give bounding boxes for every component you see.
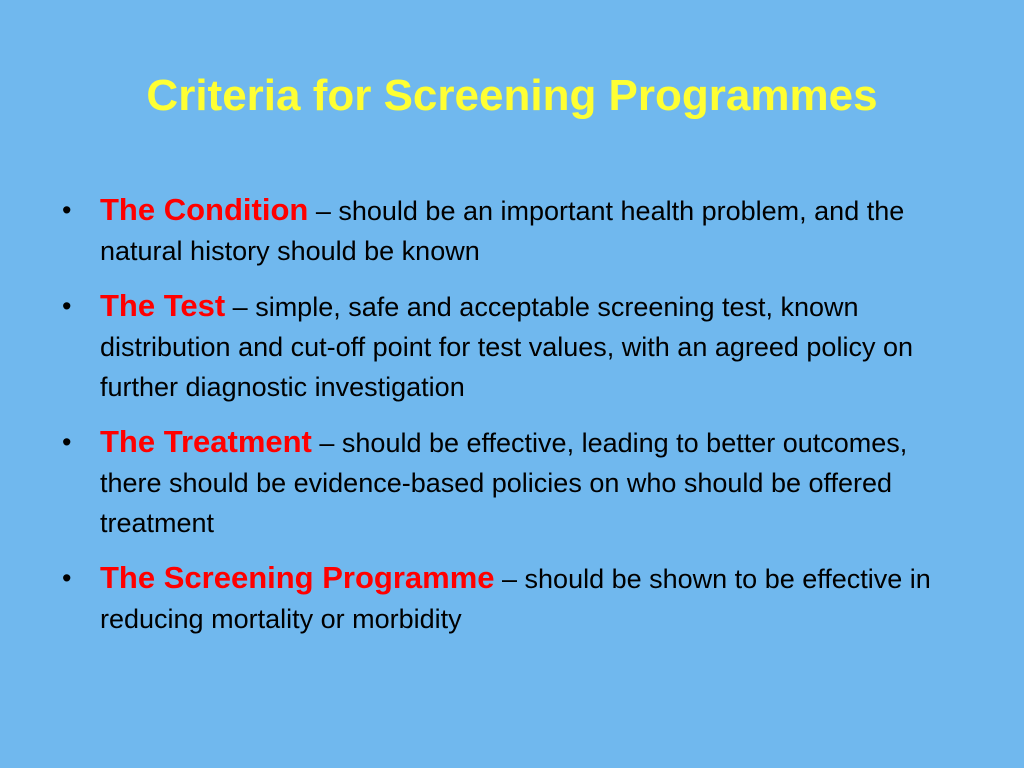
bullet-text: – should be shown to be effective in reducing mortality or morbidity <box>100 564 931 634</box>
bullet-text: – should be effective, leading to better outcomes, there should be evidence-based policies on who should be offered treatment <box>100 428 908 538</box>
bullet-item-test <box>58 286 968 407</box>
bullet-icon: • <box>62 427 72 457</box>
bullet-item-condition <box>58 190 968 271</box>
bullet-icon: • <box>62 291 72 321</box>
bullet-term: The Treatment <box>100 424 312 459</box>
bullet-term: The Test <box>100 288 226 323</box>
bullet-item-screening-programme <box>58 558 968 639</box>
slide-title: Criteria for Screening Programmes <box>146 71 878 120</box>
bullet-text: – should be an important health problem, and the natural history should be known <box>100 196 905 266</box>
bullet-icon: • <box>62 195 72 225</box>
bullet-text: – simple, safe and acceptable screening test, known distribution and cut-off point for test values, with an agreed policy on further diagnostic investigation <box>100 292 913 402</box>
bullet-icon: • <box>62 563 72 593</box>
bullet-list <box>58 190 968 654</box>
bullet-term: The Condition <box>100 192 309 227</box>
bullet-item-treatment <box>58 422 968 543</box>
bullet-term: The Screening Programme <box>100 560 495 595</box>
